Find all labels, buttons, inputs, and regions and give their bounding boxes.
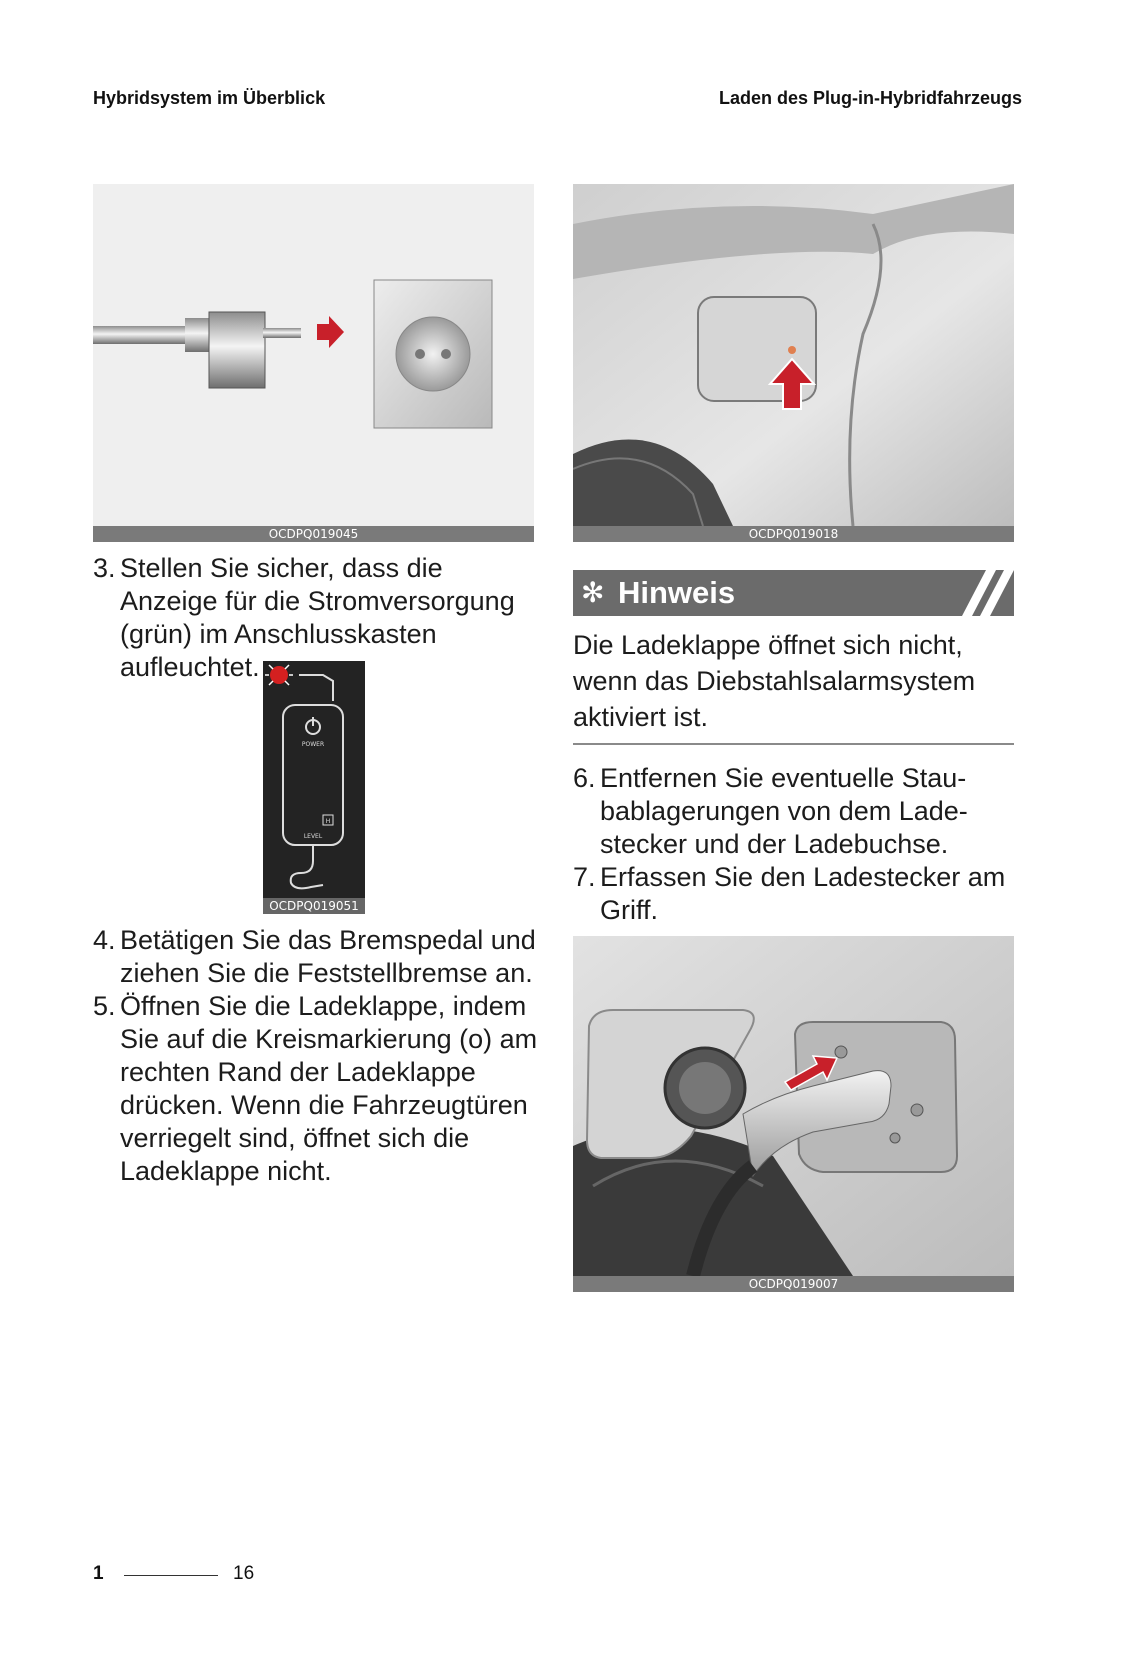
figure-caption: OCDPQ019045 bbox=[93, 526, 534, 542]
level-label: LEVEL bbox=[303, 833, 323, 840]
header-section-title: Hybridsystem im Überblick bbox=[93, 88, 326, 108]
level-badge: H bbox=[325, 818, 331, 825]
step-text: Erfassen Sie den Ladestecker am Griff. bbox=[600, 862, 1006, 925]
note-divider bbox=[573, 743, 1014, 745]
step-item bbox=[93, 924, 543, 990]
step-text: Öffnen Sie die Ladeklappe, indem Sie auf die Kreismarkierung (o) am rechten Rand der Ladeklappe drücken. Wenn die Fahrzeugtüren verriegelt sind, öffnet sich die Ladeklappe nicht. bbox=[120, 991, 538, 1186]
step-item bbox=[573, 762, 1023, 861]
figure-caption: OCDPQ019007 bbox=[573, 1276, 1014, 1292]
note-header bbox=[573, 570, 1014, 616]
step-text: Betätigen Sie das Bremspedal und ziehen Sie die Feststellbremse an. bbox=[120, 925, 536, 988]
figure-control-box bbox=[263, 661, 365, 914]
step-number: 5. bbox=[93, 991, 116, 1021]
note-stripes-icon bbox=[934, 570, 1014, 616]
footer-divider bbox=[124, 1575, 218, 1576]
step-text: Entfernen Sie eventuelle Stau-bablagerungen von dem Lade-stecker und der Ladebuchse. bbox=[600, 763, 968, 859]
plug-socket-illustration bbox=[93, 184, 534, 526]
step-item bbox=[93, 990, 543, 1188]
note-title: Hinweis bbox=[618, 575, 736, 610]
footer-page-number: 16 bbox=[233, 1563, 255, 1584]
figure-plug-socket bbox=[93, 184, 534, 542]
note-text: Die Ladeklappe öffnet sich nicht, wenn das Diebstahlsalarmsystem aktiviert ist. bbox=[573, 630, 976, 732]
note-star-icon: ✻ bbox=[581, 577, 605, 608]
instruction-steps-6-7 bbox=[573, 762, 1023, 927]
header-chapter-title: Laden des Plug-in-Hybridfahrzeugs bbox=[718, 88, 1022, 108]
control-box-illustration bbox=[263, 661, 365, 898]
power-label: POWER bbox=[301, 741, 325, 748]
step-item bbox=[573, 861, 1023, 927]
footer-chapter-number: 1 bbox=[93, 1563, 104, 1584]
instruction-steps-4-5 bbox=[93, 924, 543, 1188]
step-number: 6. bbox=[573, 763, 596, 793]
charge-door-illustration bbox=[573, 184, 1014, 526]
figure-plugged-in bbox=[573, 936, 1014, 1292]
step-number: 4. bbox=[93, 925, 116, 955]
figure-caption: OCDPQ019018 bbox=[573, 526, 1014, 542]
plugged-in-illustration bbox=[573, 936, 1014, 1276]
step-number: 3. bbox=[93, 553, 116, 583]
step-number: 7. bbox=[573, 862, 596, 892]
figure-caption: OCDPQ019051 bbox=[263, 898, 365, 914]
step-text: Stellen Sie sicher, dass die Anzeige für die Stromversorgung (grün) im Anschlusskasten aufleuchtet. bbox=[120, 553, 515, 682]
arrow-right-icon bbox=[317, 316, 344, 348]
figure-charge-door bbox=[573, 184, 1014, 542]
